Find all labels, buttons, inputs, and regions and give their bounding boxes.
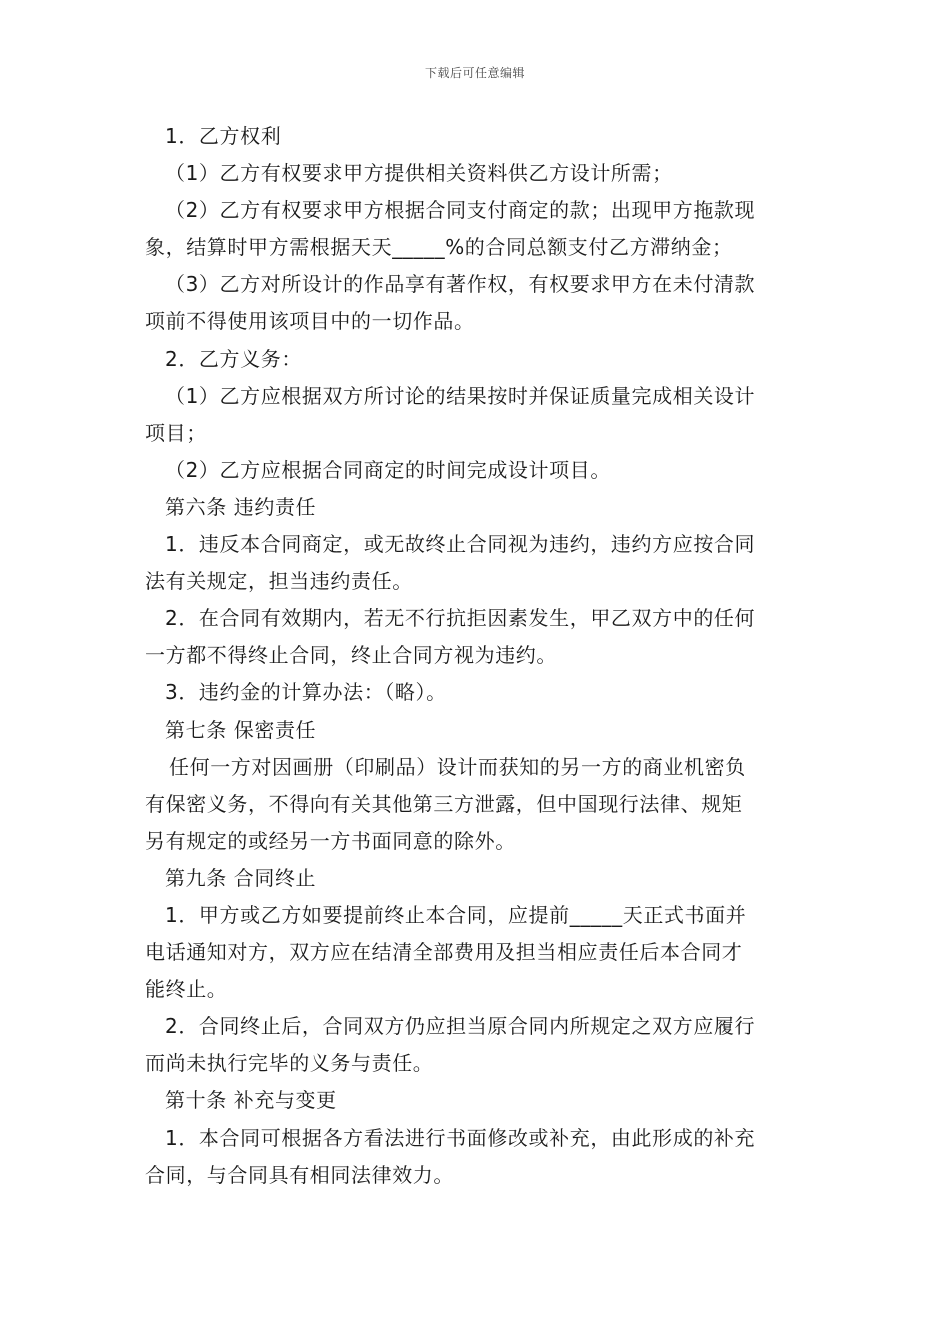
- text-line: 而尚未执行完毕的义务与责任。: [145, 1051, 434, 1076]
- text-line: 另有规定的或经另一方书面同意的除外。: [145, 828, 516, 853]
- text-line: 电话通知对方，双方应在结清全部费用及担当相应责任后本合同才: [145, 940, 743, 965]
- text-line: 2．合同终止后，合同双方仍应担当原合同内所规定之双方应履行: [165, 1014, 756, 1039]
- text-line: 2．在合同有效期内，若无不行抗拒因素发生，甲乙双方中的任何: [165, 606, 756, 631]
- text-line: 1．本合同可根据各方看法进行书面修改或补充，由此形成的补充: [165, 1125, 756, 1150]
- text-line: 第六条 违约责任: [165, 494, 317, 519]
- text-line: 1．甲方或乙方如要提前终止本合同，应提前_____天正式书面并: [165, 902, 747, 927]
- text-line: （3）乙方对所设计的作品享有著作权，有权要求甲方在未付清款: [165, 272, 756, 297]
- text-line: 能终止。: [145, 977, 228, 1002]
- text-line: （2）乙方有权要求甲方根据合同支付商定的款；出现甲方拖款现: [165, 198, 756, 223]
- text-line: 项前不得使用该项目中的一切作品。: [145, 309, 475, 334]
- text-line: 2．乙方义务：: [165, 346, 302, 371]
- text-line: 3．违约金的计算办法：（略）。: [165, 680, 447, 705]
- text-line: （1）乙方应根据双方所讨论的结果按时并保证质量完成相关设计: [165, 383, 756, 408]
- text-line: 1．违反本合同商定，或无故终止合同视为违约，违约方应按合同: [165, 532, 756, 557]
- text-line: 象，结算时甲方需根据天天_____%的合同总额支付乙方滞纳金；: [145, 235, 733, 260]
- text-line: 一方都不得终止合同，终止合同方视为违约。: [145, 643, 557, 668]
- text-line: （1）乙方有权要求甲方提供相关资料供乙方设计所需；: [165, 161, 673, 186]
- text-line: 项目；: [145, 420, 207, 445]
- text-line: 法有关规定，担当违约责任。: [145, 569, 413, 594]
- text-line: （2）乙方应根据合同商定的时间完成设计项目。: [165, 457, 611, 482]
- text-line: 第十条 补充与变更: [165, 1088, 337, 1113]
- text-line: 任何一方对因画册（印刷品）设计而获知的另一方的商业机密负: [169, 754, 746, 779]
- text-line: 第九条 合同终止: [165, 865, 317, 890]
- text-line: 第七条 保密责任: [165, 717, 317, 742]
- page-header-note: 下载后可任意编辑: [424, 66, 525, 80]
- text-line: 1．乙方权利: [165, 124, 282, 148]
- document-body: [145, 118, 810, 1194]
- text-line: 有保密义务，不得向有关其他第三方泄露，但中国现行法律、规矩: [145, 791, 743, 816]
- text-line: 合同，与合同具有相同法律效力。: [145, 1162, 454, 1187]
